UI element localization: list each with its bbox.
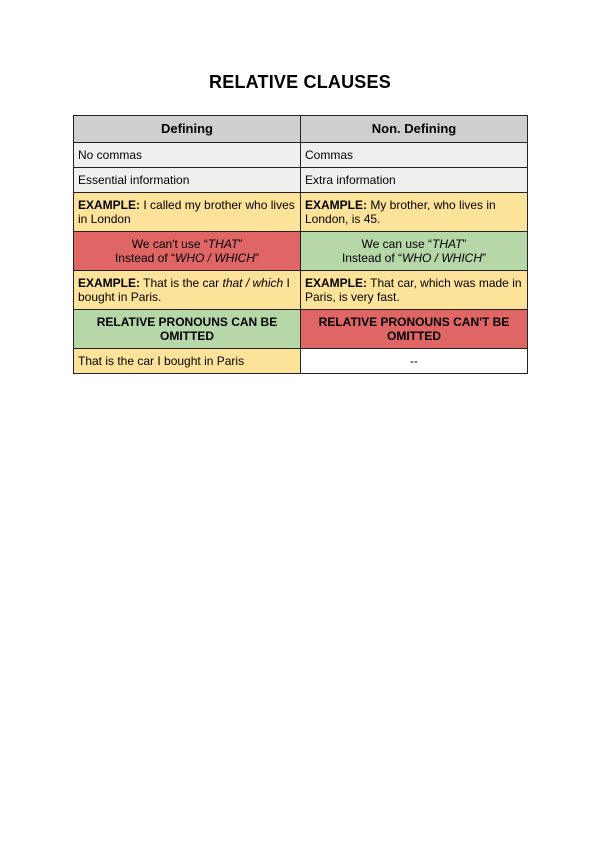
that-rule-text: We can use “	[361, 237, 433, 251]
table-row	[74, 349, 528, 374]
header-defining: Defining	[74, 116, 301, 143]
example-text: That car, which was made in Paris, is very fast.	[305, 276, 522, 304]
table-row	[74, 232, 528, 271]
that-rule-emphasis: THAT	[207, 237, 239, 251]
that-rule-text: ”	[255, 251, 260, 265]
that-non-defining-cell	[301, 232, 528, 271]
example-label: EXAMPLE:	[305, 198, 368, 212]
that-rule-text: Instead of “	[114, 251, 176, 265]
example-label: EXAMPLE:	[78, 198, 141, 212]
that-rule-emphasis: WHO / WHICH	[175, 251, 256, 265]
table-row	[74, 271, 528, 310]
example-label: EXAMPLE:	[305, 276, 368, 290]
that-rule-emphasis: WHO / WHICH	[402, 251, 483, 265]
that-rule-text: We can't use “	[131, 237, 208, 251]
info-non-defining-cell: Extra information	[301, 168, 528, 193]
omit-non-defining-cell: RELATIVE PRONOUNS CAN'T BE OMITTED	[301, 310, 528, 349]
commas-non-defining-cell: Commas	[301, 143, 528, 168]
example-text: My brother, who lives in London, is 45.	[305, 198, 496, 226]
that-rule-text: ”	[482, 251, 487, 265]
info-defining-cell: Essential information	[74, 168, 301, 193]
header-non-defining: Non. Defining	[301, 116, 528, 143]
example-text: I called my brother who lives in London	[78, 198, 295, 226]
commas-defining-cell: No commas	[74, 143, 301, 168]
header-row	[74, 116, 528, 143]
example2-defining-cell	[74, 271, 301, 310]
omit-defining-cell: RELATIVE PRONOUNS CAN BE OMITTED	[74, 310, 301, 349]
relative-clauses-table	[73, 115, 528, 374]
example1-non-defining-cell	[301, 193, 528, 232]
table-row	[74, 310, 528, 349]
example1-defining-cell	[74, 193, 301, 232]
that-defining-cell	[74, 232, 301, 271]
example-text: I bought in Paris.	[78, 276, 290, 304]
that-rule-text: ”	[238, 237, 243, 251]
final-defining-cell: That is the car I bought in Paris	[74, 349, 301, 374]
that-rule-text: ”	[462, 237, 467, 251]
table-row	[74, 193, 528, 232]
example2-non-defining-cell	[301, 271, 528, 310]
table-row	[74, 143, 528, 168]
page-title: RELATIVE CLAUSES	[209, 72, 391, 92]
that-rule-emphasis: THAT	[432, 237, 463, 251]
example-label: EXAMPLE:	[78, 276, 141, 290]
final-non-defining-cell: --	[301, 349, 528, 374]
example-text: That is the car	[140, 276, 223, 290]
table-row	[74, 168, 528, 193]
that-rule-text: Instead of “	[341, 251, 403, 265]
example-emphasis: that / which	[222, 276, 284, 290]
